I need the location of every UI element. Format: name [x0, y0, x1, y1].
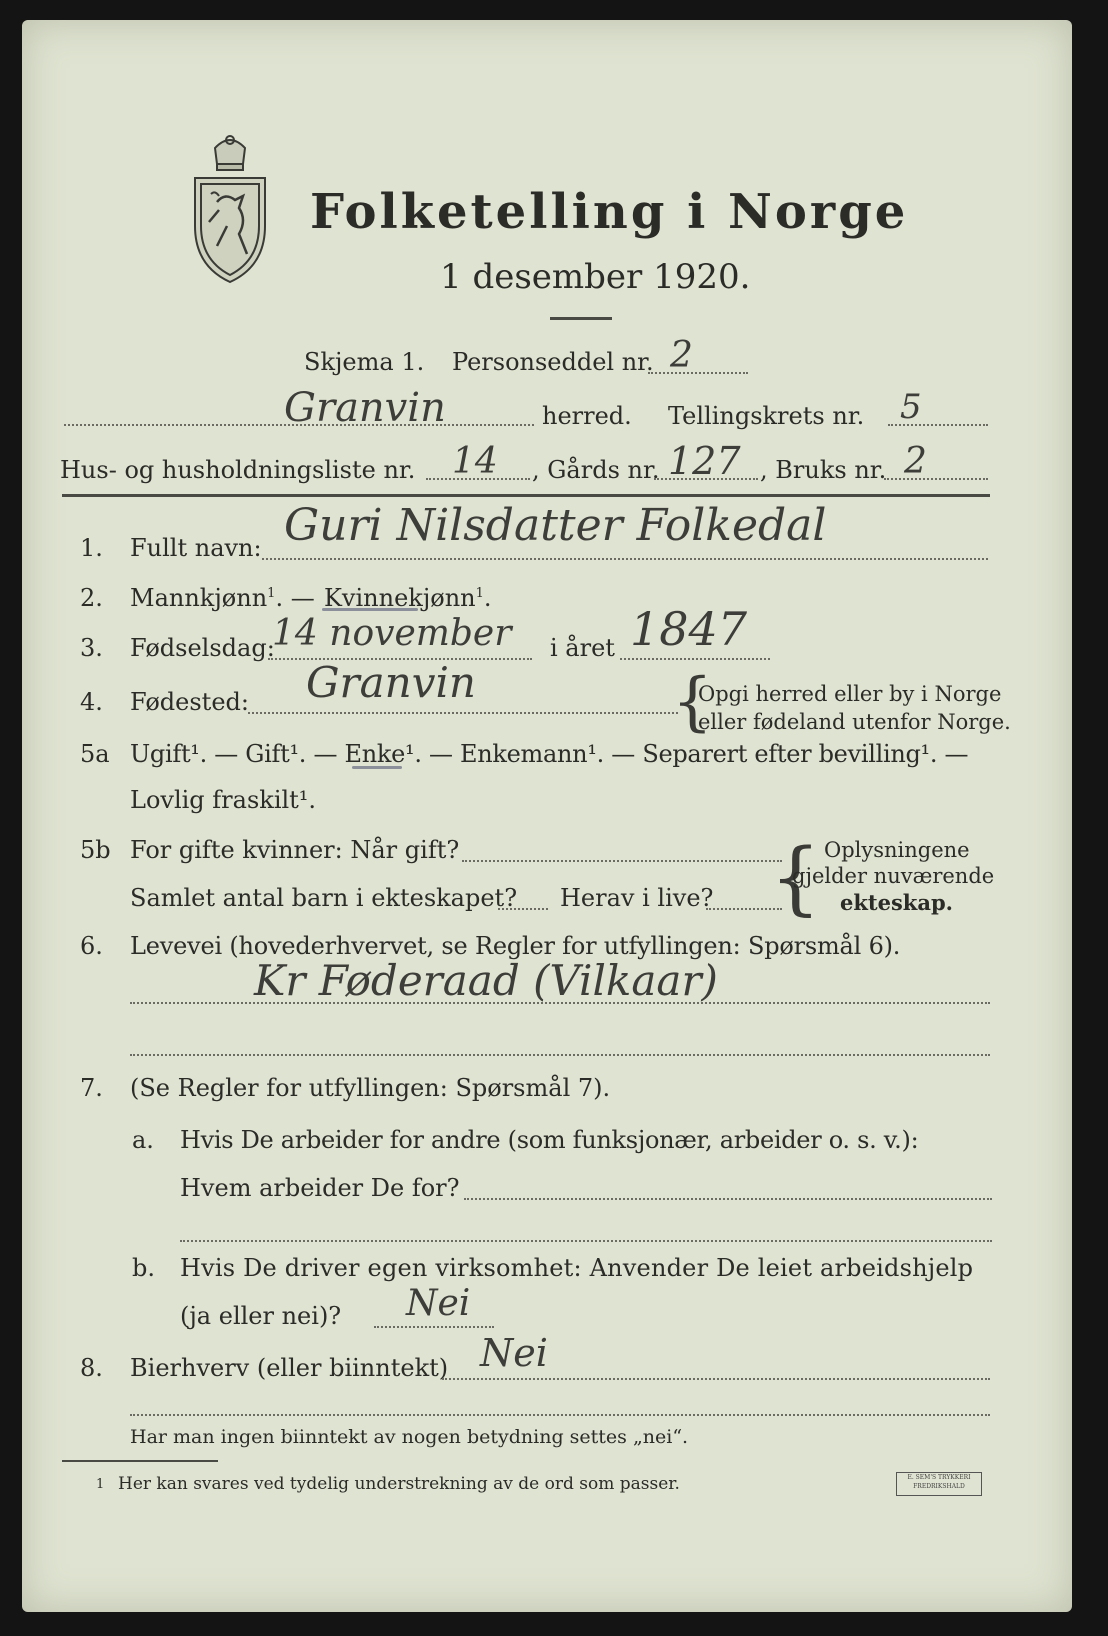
q3-year-label: i året: [550, 634, 615, 662]
q8-field2: [130, 1414, 990, 1416]
q7a-field1: [464, 1198, 992, 1200]
q2-male-option: Mannkjønn$^1$. —: [130, 584, 315, 612]
q4-label: Fødested:: [130, 688, 249, 716]
occupation-value: Kr Føderaad (Vilkaar): [254, 956, 718, 1005]
footnote-text: Her kan svares ved tydelig understrekning av de ord som passer.: [118, 1474, 680, 1494]
q5b-note1: Oplysningene: [824, 838, 970, 862]
footnote-number: 1: [96, 1477, 105, 1492]
q5a-number: 5a: [80, 740, 110, 768]
q7-number: 7.: [80, 1074, 103, 1102]
q7a-line2: Hvem arbeider De for?: [180, 1174, 460, 1202]
q5b-alive-label: Herav i live?: [560, 884, 714, 912]
q5b-line1: For gifte kvinner: Når gift?: [130, 836, 460, 864]
coat-of-arms-icon: [187, 130, 273, 286]
q6-number: 6.: [80, 932, 103, 960]
census-form: [22, 20, 1072, 1612]
q8-label: Bierhverv (eller biinntekt): [130, 1354, 449, 1382]
q2-number: 2.: [80, 584, 103, 612]
q5b-children-field: [498, 908, 548, 910]
q5b-note2: gjelder nuværende: [792, 864, 995, 888]
q4-number: 4.: [80, 688, 103, 716]
husliste-label: Hus- og husholdningsliste nr.: [60, 456, 416, 484]
herred-label: herred.: [542, 402, 632, 430]
q7a-letter: a.: [132, 1126, 154, 1154]
q6-label: Levevei (hovederhvervet, se Regler for utfyllingen: Spørsmål 6).: [130, 932, 901, 960]
form-title: Folketelling i Norge: [310, 184, 909, 240]
full-name-value: Guri Nilsdatter Folkedal: [284, 500, 827, 551]
q5b-brace: {: [770, 831, 821, 924]
q2-female-option: Kvinnekjønn$^1$.: [324, 584, 492, 612]
q3-year-line: [620, 658, 770, 660]
q7b-letter: b.: [132, 1254, 155, 1282]
tellingskrets-label: Tellingskrets nr.: [668, 402, 865, 430]
q5b-number: 5b: [80, 836, 111, 864]
form-date: 1 desember 1920.: [440, 257, 751, 297]
personseddel-line: [648, 372, 748, 374]
q5b-line1-field: [462, 860, 782, 862]
q3-label: Fødselsdag:: [130, 634, 275, 662]
footer-divider: [62, 1460, 218, 1462]
bruks-label: , Bruks nr.: [760, 456, 887, 484]
q3-number: 3.: [80, 634, 103, 662]
herred-value: Granvin: [284, 385, 446, 431]
husliste-value: 14: [452, 441, 498, 482]
q5a-options: Ugift¹. — Gift¹. — Enke¹. — Enkemann¹. — Separert efter bevilling¹. —: [130, 740, 969, 768]
title-divider: [550, 317, 612, 320]
q1-label: Fullt navn:: [130, 534, 262, 562]
q7-label: (Se Regler for utfyllingen: Spørsmål 7).: [130, 1074, 611, 1102]
printer-stamp: E. SEM'S TRYKKERI FREDRIKSHALD: [896, 1472, 982, 1496]
q5b-children-label: Samlet antal barn i ekteskapet?: [130, 884, 518, 912]
q4-note-line2: eller fødeland utenfor Norge.: [698, 710, 1011, 734]
q1-line: [262, 558, 988, 560]
gards-value: 127: [668, 439, 741, 483]
q8-field: [442, 1378, 990, 1380]
personseddel-label: Personseddel nr.: [452, 348, 654, 376]
gards-label: , Gårds nr.: [532, 456, 660, 484]
birthplace-value: Granvin: [306, 658, 476, 707]
q4-brace: {: [672, 665, 713, 739]
female-underline-mark: [322, 608, 418, 611]
hired-help-value: Nei: [406, 1283, 471, 1324]
q4-line: [248, 712, 678, 714]
bruks-line: [884, 478, 988, 480]
header-divider: [62, 494, 990, 497]
q7b-line1: Hvis De driver egen virksomhet: Anvender De leiet arbeidshjelp: [180, 1254, 974, 1282]
birth-day-value: 14 november: [272, 613, 512, 654]
birth-year-value: 1847: [630, 602, 748, 656]
q7a-line1: Hvis De arbeider for andre (som funksjonær, arbeider o. s. v.):: [180, 1126, 919, 1154]
q7a-field2: [180, 1240, 992, 1242]
secondary-income-value: Nei: [480, 1331, 548, 1375]
bruks-value: 2: [904, 441, 927, 482]
schema-label: Skjema 1.: [304, 348, 425, 376]
q5b-note3: ekteskap.: [840, 890, 953, 915]
tellingskrets-value: 5: [900, 387, 922, 427]
q1-number: 1.: [80, 534, 103, 562]
q8-number: 8.: [80, 1354, 103, 1382]
q7b-field: [374, 1326, 494, 1328]
instruction-note: Har man ingen biinntekt av nogen betydning settes „nei“.: [130, 1426, 689, 1448]
q6-line2: [130, 1054, 990, 1056]
q4-note-line1: Opgi herred eller by i Norge: [698, 682, 1002, 706]
enke-underline-mark: [352, 766, 402, 769]
q5a-options-line2: Lovlig fraskilt¹.: [130, 786, 317, 814]
q7b-line2: (ja eller nei)?: [180, 1302, 342, 1330]
personseddel-value: 2: [670, 335, 693, 376]
